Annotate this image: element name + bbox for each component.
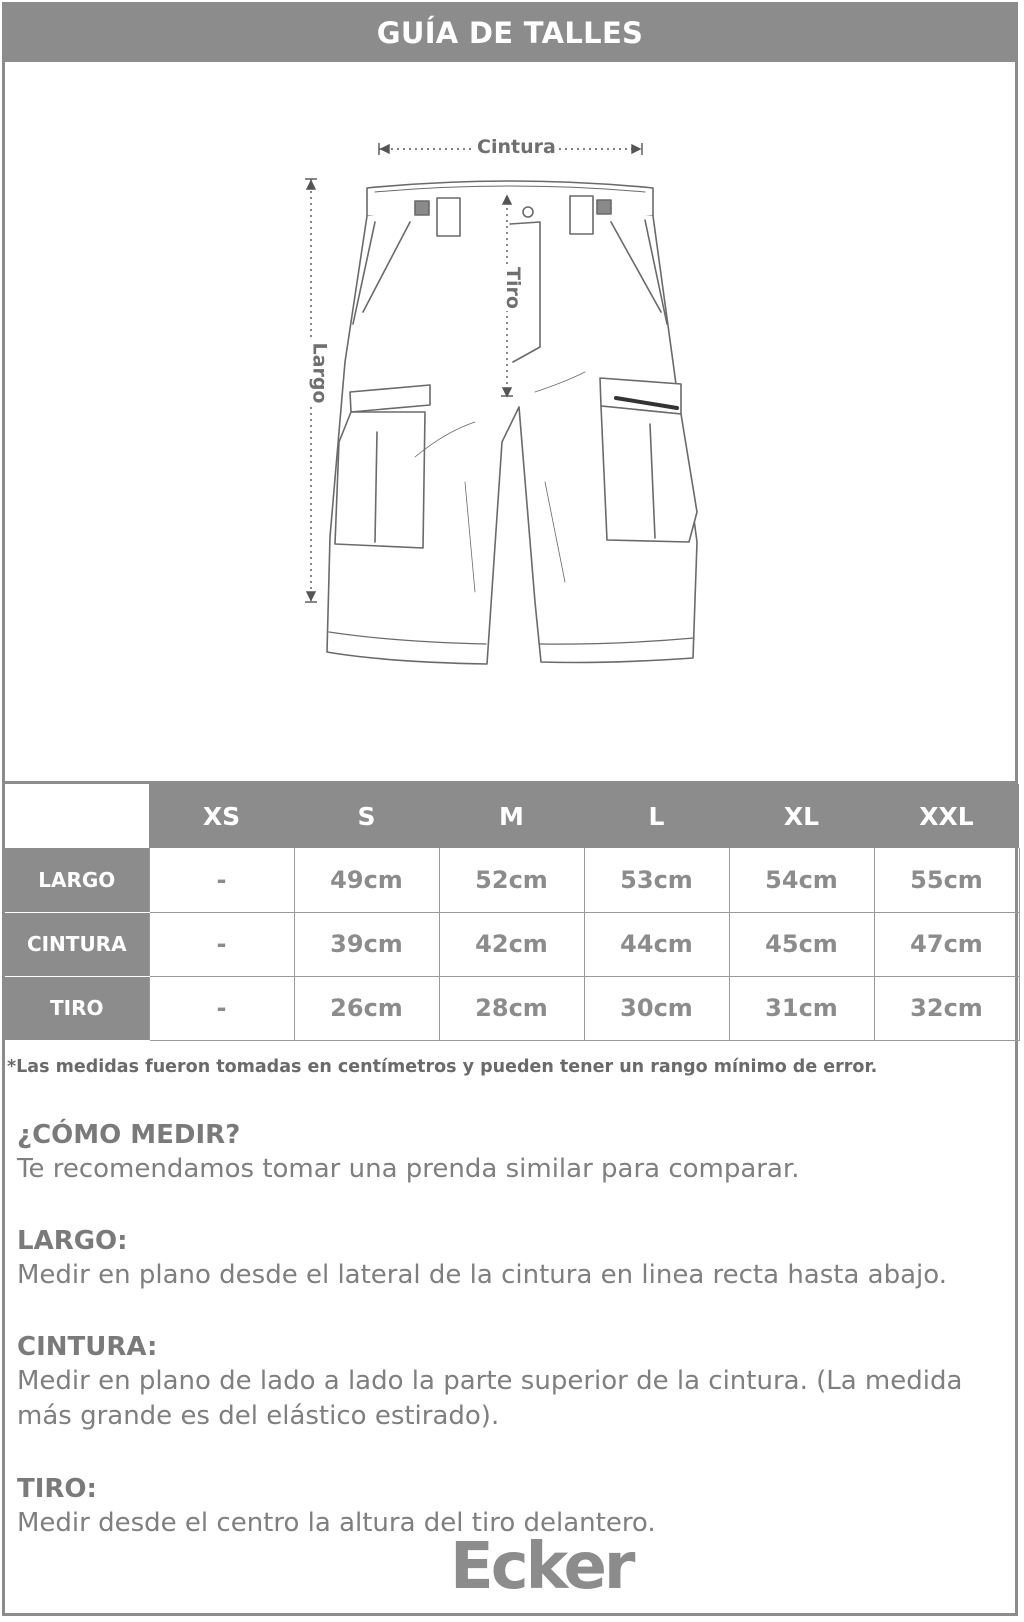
size-column-header: XL <box>729 784 874 848</box>
belt-loop <box>437 198 460 236</box>
table-cell: 26cm <box>294 976 439 1040</box>
table-cell: 31cm <box>729 976 874 1040</box>
section-title: TIRO: <box>17 1474 97 1504</box>
table-cell: 49cm <box>294 848 439 912</box>
table-cell: 55cm <box>874 848 1019 912</box>
table-cell: 44cm <box>584 912 729 976</box>
table-cell: 28cm <box>439 976 584 1040</box>
largo-section <box>17 1224 1002 1293</box>
size-column-header: L <box>584 784 729 848</box>
table-row-cintura <box>5 912 1019 976</box>
page-title: GUÍA DE TALLES <box>2 2 1018 62</box>
table-row-largo <box>5 848 1019 912</box>
size-column-header: S <box>294 784 439 848</box>
table-cell: 53cm <box>584 848 729 912</box>
size-column-header: M <box>439 784 584 848</box>
row-label: TIRO <box>5 976 149 1040</box>
section-text: Medir en plano desde el lateral de la cintura en linea recta hasta abajo. <box>17 1260 947 1290</box>
rise-dimension-label: Tiro <box>501 267 524 309</box>
section-text: Medir en plano de lado a lado la parte superior de la cintura. (La medida más grande es del elástico estirado). <box>17 1366 963 1431</box>
section-text: Te recomendamos tomar una prenda similar para comparar. <box>17 1154 800 1184</box>
table-cell: - <box>149 976 294 1040</box>
table-cell: 54cm <box>729 848 874 912</box>
table-cell: - <box>149 912 294 976</box>
section-text: Medir desde el centro la altura del tiro delantero. <box>17 1508 656 1538</box>
section-title: CINTURA: <box>17 1332 158 1362</box>
waist-dimension-label: Cintura <box>477 136 556 158</box>
table-cell: 39cm <box>294 912 439 976</box>
measurement-note: *Las medidas fueron tomadas en centímetros y pueden tener un rango mínimo de error. <box>7 1057 878 1077</box>
table-cell: - <box>149 848 294 912</box>
size-table <box>5 784 1020 1041</box>
table-cell: 47cm <box>874 912 1019 976</box>
shorts-illustration <box>5 62 1015 782</box>
length-dimension-label: Largo <box>308 342 331 404</box>
belt-loop <box>570 196 593 234</box>
table-cell: 42cm <box>439 912 584 976</box>
shorts-diagram <box>5 62 1015 782</box>
table-row-tiro <box>5 976 1019 1040</box>
table-corner <box>5 784 149 848</box>
section-title: LARGO: <box>17 1226 128 1256</box>
how-to-measure-section <box>17 1118 1002 1187</box>
table-cell: 32cm <box>874 976 1019 1040</box>
brand-logo: Ecker <box>450 1530 633 1604</box>
section-title: ¿CÓMO MEDIR? <box>17 1120 241 1150</box>
size-column-header: XS <box>149 784 294 848</box>
row-label: CINTURA <box>5 912 149 976</box>
row-label: LARGO <box>5 848 149 912</box>
table-cell: 30cm <box>584 976 729 1040</box>
table-cell: 52cm <box>439 848 584 912</box>
cintura-section <box>17 1330 1002 1434</box>
size-header-row <box>5 784 1019 848</box>
table-cell: 45cm <box>729 912 874 976</box>
size-column-header: XXL <box>874 784 1019 848</box>
